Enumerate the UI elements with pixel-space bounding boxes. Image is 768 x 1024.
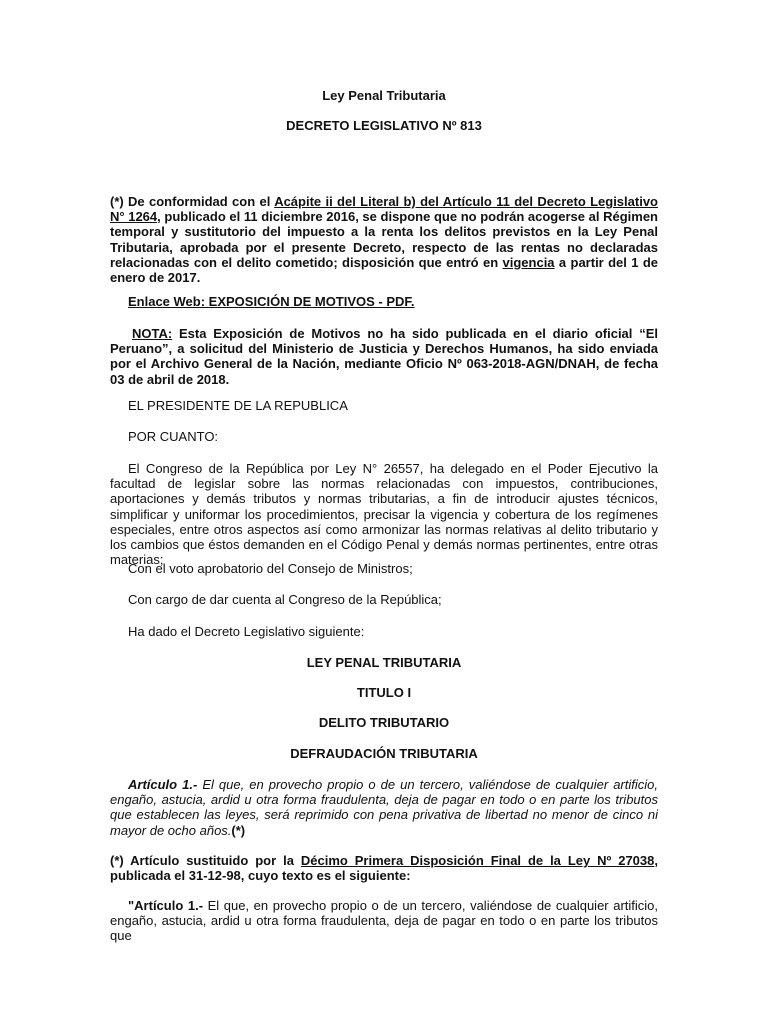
cargo-line: Con cargo de dar cuenta al Congreso de la República; — [128, 592, 442, 607]
por-cuanto: POR CUANTO: — [128, 429, 219, 444]
web-link-line — [128, 294, 658, 309]
document-title: Ley Penal Tributaria — [322, 88, 446, 103]
voto-line: Con el voto aprobatorio del Consejo de Ministros; — [128, 561, 413, 576]
ley-27038-link[interactable]: Décimo Primera Disposición Final de la Ley Nº 27038 — [300, 853, 655, 868]
article-1-original: Artículo 1.- El que, en provecho propio o de un tercero, valiéndose de cualquier artificio, engaño, astucia, ardid u otra forma fraudulenta, deja de pagar en todo o en parte los tributos que establecen las leyes, será reprimido con pena privativa de libertad no menor de cinco ni mayor de ocho años.(*) — [110, 777, 658, 838]
congreso-paragraph: El Congreso de la República por Ley N° 26557, ha delegado en el Poder Ejecutivo la facultad de legislar sobre las normas relacionadas con impuestos, contribuciones, aportaciones y demás tributos y normas tributarias, a fin de introducir ajustes técnicos, simplificar y uniformar los procedimientos, precisar la vigencia y cobertura de los regímenes especiales, entre otros aspectos así como armonizar las normas relativas al delito tributario y los cambios que éstos demanden en el Código Penal y demás normas pertinentes, entre otras materias; — [110, 461, 658, 568]
nota-paragraph: NOTA: Esta Exposición de Motivos no ha sido publicada en el diario oficial “El Peruano”, a solicitud del Ministerio de Justicia y Derechos Humanos, ha sido enviada por el Archivo General de la Nación, mediante Oficio Nº 063-2018-AGN/DNAH, de fecha 03 de abril de 2018. — [110, 326, 658, 387]
article-1-mark: (*) — [231, 822, 246, 838]
exposicion-motivos-link[interactable]: Enlace Web: EXPOSICIÓN DE MOTIVOS - PDF. — [128, 294, 415, 309]
law-title: LEY PENAL TRIBUTARIA — [306, 655, 462, 670]
titulo-heading: TITULO I — [356, 685, 412, 700]
ha-dado-line: Ha dado el Decreto Legislativo siguiente: — [128, 624, 365, 639]
article-1-new-label: "Artículo 1.- — [128, 898, 204, 913]
nota-label: NOTA: — [132, 326, 173, 341]
note-paragraph: (*) De conformidad con el Acápite ii del Literal b) del Artículo 11 del Decreto Legislativo N° 1264, publicado el 11 diciembre 2016, se dispone que no podrán acogerse al Régimen temporal y sustitutorio del impuesto a la renta los delitos previstos en la Ley Penal Tributaria, aprobada por el presente Decreto, respecto de las rentas no declaradas relacionadas con el delito cometido; disposición que entró en vigencia a partir del 1 de enero de 2017. — [110, 194, 659, 286]
president-heading: EL PRESIDENTE DE LA REPUBLICA — [128, 398, 348, 413]
delito-heading: DELITO TRIBUTARIO — [318, 715, 450, 730]
article-1-label: Artículo 1.- — [128, 777, 198, 792]
article-1-new: "Artículo 1.- El que, en provecho propio o de un tercero, valiéndose de cualquier artificio, engaño, astucia, ardid u otra forma fraudulenta, deja de pagar en todo o en parte los tributos que — [110, 898, 659, 944]
decree-number: DECRETO LEGISLATIVO Nº 813 — [286, 118, 482, 133]
defraudacion-heading: DEFRAUDACIÓN TRIBUTARIA — [290, 746, 478, 761]
note-link-vigencia[interactable]: vigencia — [502, 254, 555, 270]
substitution-note: (*) Artículo sustituido por la Décimo Primera Disposición Final de la Ley Nº 27038, publicada el 31-12-98, cuyo texto es el siguiente: — [110, 853, 658, 884]
note-link-acapite[interactable]: Acápite ii del Literal b) del Artículo 11 del Decreto Legislativo N° 1264 — [110, 194, 658, 225]
